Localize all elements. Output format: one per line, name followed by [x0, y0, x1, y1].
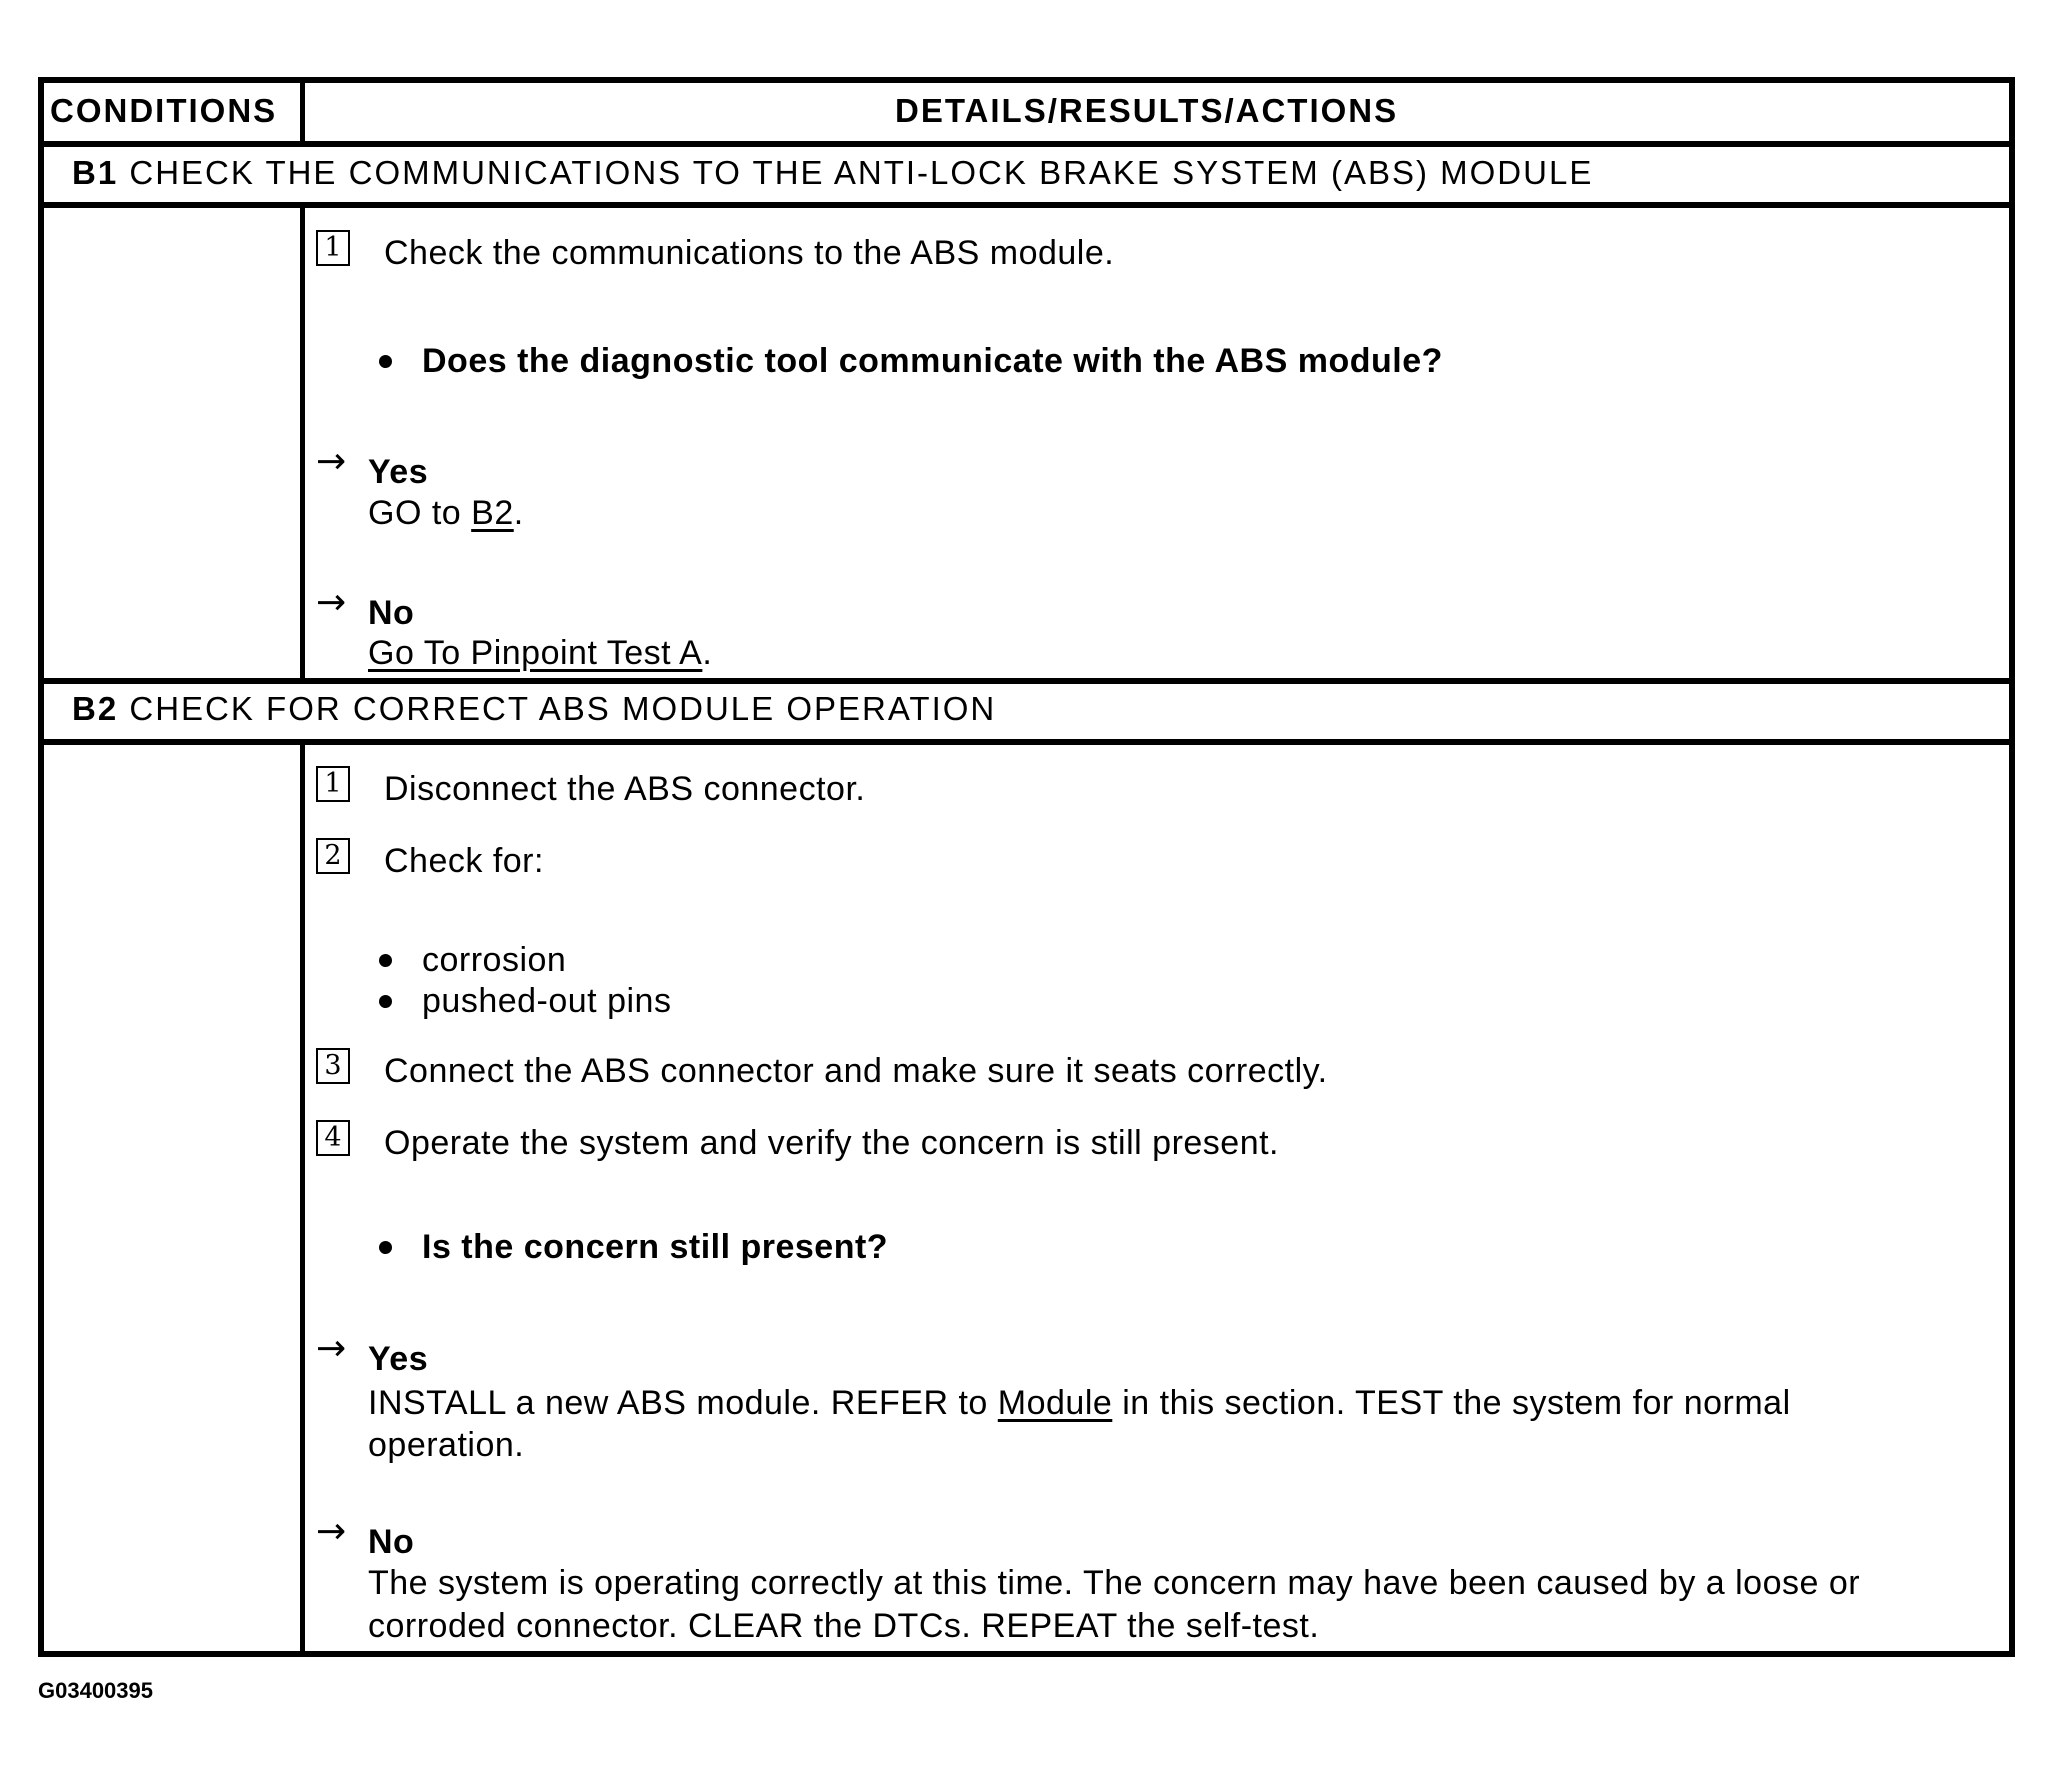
b2-step1-number-box: 1 [316, 766, 350, 802]
b2-step4-number-box: 4 [316, 1120, 350, 1156]
b2-title-divider [44, 739, 2009, 745]
right-arrow-icon: → [316, 441, 347, 482]
b2-question: Is the concern still present? [422, 1228, 889, 1266]
bullet-icon [379, 1241, 392, 1254]
b2-title [72, 689, 996, 729]
column-divider-b2 [300, 745, 305, 1657]
b2-step4-text: Operate the system and verify the concern is still present. [384, 1124, 1280, 1162]
b2-no-label: No [368, 1523, 415, 1561]
b1-no-label: No [368, 594, 415, 632]
b2-no-text-1: The system is operating correctly at this time. The concern may have been caused by a loose or [368, 1564, 1861, 1602]
header-divider [44, 141, 2009, 147]
b1-title [72, 153, 1593, 193]
b2-check-item: corrosion [422, 941, 567, 979]
bullet-icon [379, 995, 392, 1008]
right-arrow-icon: → [316, 1511, 347, 1552]
b2-step1-text: Disconnect the ABS connector. [384, 770, 866, 808]
b1-question: Does the diagnostic tool communicate with the ABS module? [422, 342, 1443, 380]
bullet-icon [379, 954, 392, 967]
details-header: DETAILS/RESULTS/ACTIONS [895, 92, 1399, 129]
bullet-icon [379, 355, 392, 368]
b1-yes-link[interactable]: B2 [471, 494, 514, 532]
column-divider-header [300, 83, 305, 141]
b2-yes-text-3: operation. [368, 1426, 525, 1464]
b2-step3-number-box: 3 [316, 1048, 350, 1084]
b2-step3-text: Connect the ABS connector and make sure it seats correctly. [384, 1052, 1328, 1090]
b2-check-item: pushed-out pins [422, 982, 672, 1020]
b2-no-text-2: corroded connector. CLEAR the DTCs. REPEAT the self-test. [368, 1607, 1320, 1645]
b1-yes-label: Yes [368, 453, 429, 491]
b1-title-divider [44, 202, 2009, 208]
column-divider-b1 [300, 208, 305, 678]
b1-code: B1 [72, 154, 119, 191]
right-arrow-icon: → [316, 1328, 347, 1369]
b1-step1-number-box: 1 [316, 230, 350, 266]
b1-yes-prefix: GO to [368, 494, 462, 532]
diagnostic-table [38, 77, 2015, 1657]
b2-yes-label: Yes [368, 1340, 429, 1378]
b1-yes-action: GO to B2. [368, 494, 524, 532]
b2-step2-text: Check for: [384, 842, 544, 880]
conditions-header: CONDITIONS [50, 92, 278, 129]
b1-no-action: Go To Pinpoint Test A. [368, 634, 713, 672]
b1-title-text: CHECK THE COMMUNICATIONS TO THE ANTI-LOCK BRAKE SYSTEM (ABS) MODULE [129, 154, 1594, 191]
b2-code: B2 [72, 690, 119, 727]
right-arrow-icon: → [316, 582, 347, 623]
b2-yes-text-2: in this section. TEST the system for normal [1122, 1384, 1791, 1422]
b2-step2-number-box: 2 [316, 838, 350, 874]
b1-no-link[interactable]: Go To Pinpoint Test A [368, 634, 703, 672]
figure-id: G03400395 [38, 1678, 153, 1703]
b1-end-divider [44, 678, 2009, 684]
b2-yes-link[interactable]: Module [997, 1384, 1113, 1422]
b2-title-text: CHECK FOR CORRECT ABS MODULE OPERATION [129, 690, 997, 727]
b2-yes-action-line1 [368, 1383, 1791, 1423]
b1-step1-text: Check the communications to the ABS module. [384, 234, 1115, 272]
b2-yes-text-1: INSTALL a new ABS module. REFER to [368, 1384, 988, 1422]
